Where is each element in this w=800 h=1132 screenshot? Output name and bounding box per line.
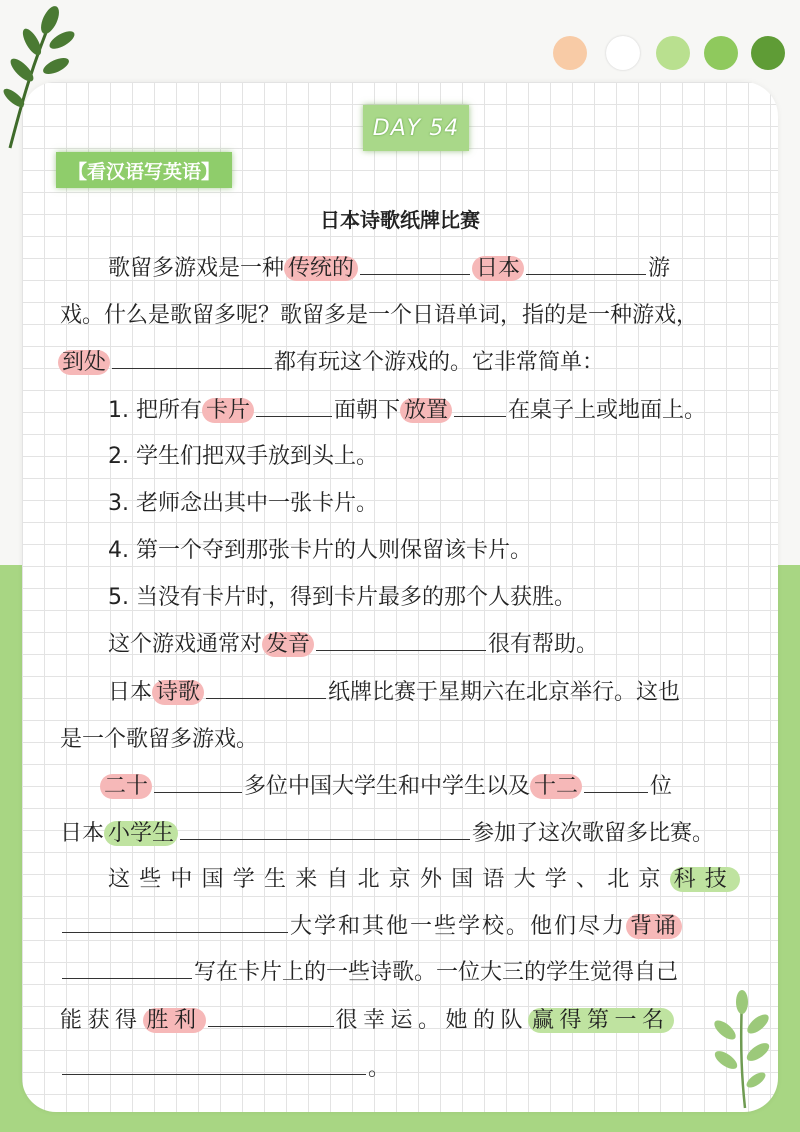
text-line: 是一个歌留多游戏。 — [60, 727, 259, 752]
answer-blank[interactable] — [584, 770, 648, 793]
text-span: 纸牌比赛于星期六在北京举行。这也 — [328, 680, 681, 705]
answer-blank[interactable] — [206, 676, 326, 699]
text-line — [60, 956, 678, 989]
answer-blank[interactable] — [526, 252, 646, 275]
highlight: 背诵 — [626, 914, 682, 939]
text-span: 很有帮助。 — [488, 632, 599, 657]
text-span: 这个游戏通常对 — [108, 632, 263, 657]
answer-blank[interactable] — [62, 910, 288, 933]
step-2: 2. 学生们把双手放到头上。 — [108, 444, 378, 469]
text-span: 游 — [648, 256, 671, 281]
text-span: 参加了这次歌留多比赛。 — [472, 821, 715, 846]
text-line — [60, 1052, 390, 1085]
color-dot-peach — [553, 36, 587, 70]
text-span: 。 — [368, 1056, 391, 1081]
text-line — [58, 346, 604, 379]
answer-blank[interactable] — [360, 252, 470, 275]
page-title: 日本诗歌纸牌比赛 — [320, 208, 480, 232]
text-span: 面朝下 — [334, 398, 401, 423]
answer-blank[interactable] — [208, 1004, 334, 1027]
text-span: 多位中国大学生和中学生以及 — [244, 774, 531, 799]
highlight: 传统的 — [284, 256, 358, 281]
color-dot-green — [704, 36, 738, 70]
answer-blank[interactable] — [454, 394, 506, 417]
color-dot-light-green — [656, 36, 690, 70]
section-tag: 【看汉语写英语】 — [56, 152, 232, 188]
text-line — [100, 770, 672, 803]
text-span: 在桌子上或地面上。 — [508, 398, 707, 423]
highlight: 放置 — [400, 398, 452, 423]
highlight: 小学生 — [104, 821, 178, 846]
text-span: 日本 — [60, 821, 105, 846]
text-span: 位 — [650, 774, 673, 799]
text-line — [108, 676, 680, 709]
text-line — [60, 910, 682, 943]
text-line — [60, 300, 698, 332]
leaf-branch-icon — [700, 990, 780, 1110]
answer-blank[interactable] — [112, 346, 272, 369]
text-line — [60, 1004, 674, 1037]
answer-blank[interactable] — [316, 628, 486, 651]
answer-blank[interactable] — [180, 817, 470, 840]
text-span: 都有玩这个游戏的。它非常简单： — [274, 350, 605, 375]
step-1 — [108, 394, 706, 427]
text-span: 歌留多游戏是一种 — [108, 256, 285, 281]
text-line — [108, 628, 598, 661]
highlight: 赢得第一名 — [528, 1008, 674, 1033]
highlight: 二十 — [100, 774, 152, 799]
text-span: 写在卡片上的一些诗歌。一位大三的学生觉得自己 — [194, 960, 679, 985]
day-badge: DAY 54 — [363, 105, 469, 151]
highlight: 胜利 — [143, 1008, 206, 1033]
highlight: 日本 — [472, 256, 524, 281]
text-span: 能获得 — [60, 1008, 143, 1033]
text-span: 大学和其他一些学校。他们尽力 — [290, 914, 627, 939]
answer-blank[interactable] — [62, 1052, 366, 1075]
answer-blank[interactable] — [62, 956, 192, 979]
color-dot-dark-green — [751, 36, 785, 70]
step-4: 4. 第一个夺到那张卡片的人则保留该卡片。 — [108, 538, 532, 563]
answer-blank[interactable] — [154, 770, 242, 793]
text-span: 戏。什么是歌留多呢？歌留多是一个日语单词，指的是一种游戏， — [60, 303, 699, 328]
color-dot-white — [606, 36, 640, 70]
highlight: 科技 — [670, 867, 740, 892]
step-5: 5. 当没有卡片时，得到卡片最多的那个人获胜。 — [108, 585, 576, 610]
highlight: 到处 — [58, 350, 110, 375]
text-span: 很幸运。她的队 — [335, 1008, 529, 1033]
step-3: 3. 老师念出其中一张卡片。 — [108, 491, 378, 516]
highlight: 诗歌 — [152, 680, 204, 705]
text-line — [108, 252, 670, 285]
text-span: 这些中国学生来自北京外国语大学、北京 — [108, 867, 670, 892]
highlight: 卡片 — [202, 398, 254, 423]
text-span: 日本 — [108, 680, 153, 705]
text-line — [60, 817, 714, 850]
highlight: 十二 — [530, 774, 582, 799]
text-line — [108, 864, 740, 896]
highlight: 发音 — [262, 632, 314, 657]
answer-blank[interactable] — [256, 394, 332, 417]
text-span: 1. 把所有 — [108, 398, 202, 423]
